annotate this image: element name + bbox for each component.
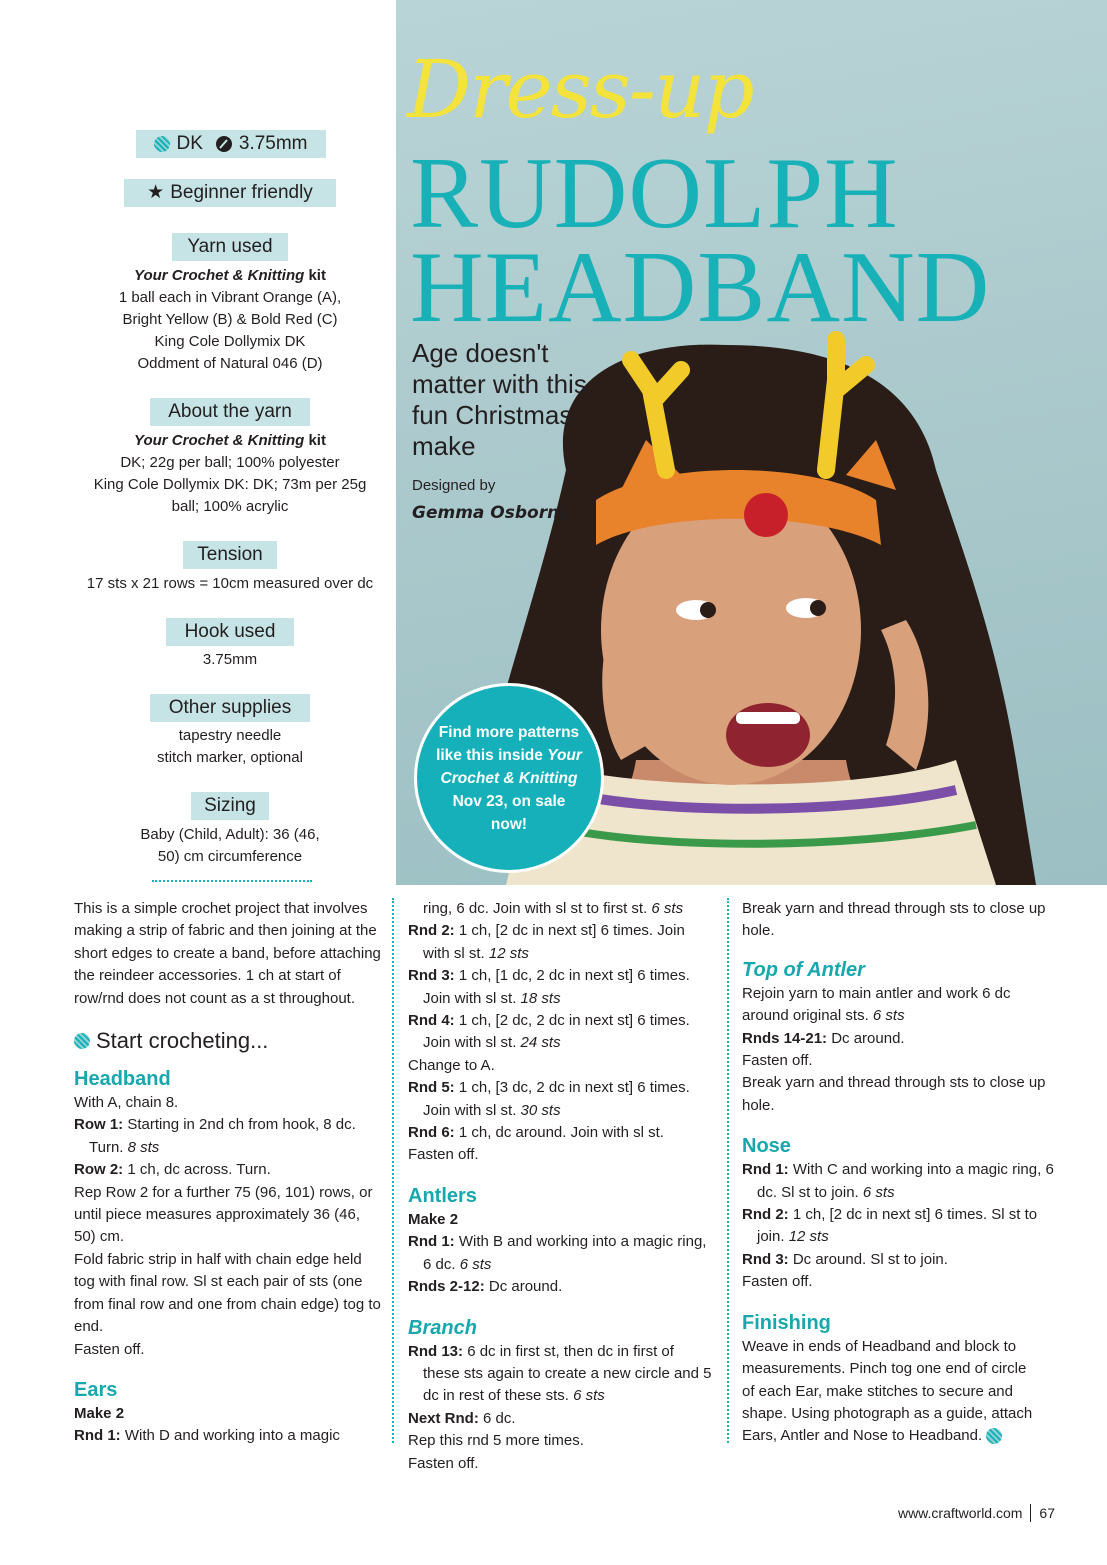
- star-icon: ★: [147, 182, 165, 203]
- other-supplies-info: [40, 725, 420, 769]
- finishing-body: Weave in ends of Headband and block to measurements. Pinch tog one end of circle of each Ear, make stitches to secure and shape. Using photograph as a guide, attach Ears, Antler and Nose to Headband.: [742, 1337, 1033, 1445]
- title-script: Dress-up: [407, 43, 753, 136]
- column-divider: [392, 898, 394, 1443]
- row-text: 1 ch, [2 dc in next st] 6 times. Join with sl st.: [423, 922, 685, 962]
- extra-yarn-spec: : DK; 73m per 25g ball; 100% acrylic: [171, 476, 367, 515]
- title-line-1: RUDOLPH: [410, 137, 899, 250]
- ears-fasten: Fasten off.: [408, 1146, 479, 1164]
- yarn-ball-icon: [74, 1033, 90, 1049]
- kit-yarn-spec: DK; 22g per ball; 100% polyester: [120, 454, 340, 471]
- row-text: 6 dc in first st, then dc in first of these sts again to create a new circle and 5 dc in rest of these sts.: [423, 1342, 712, 1405]
- row-text: Starting in 2nd ch from hook, 8 dc. Turn.: [89, 1116, 356, 1156]
- row-label: Rnd 1:: [742, 1161, 789, 1179]
- promo-badge: [414, 683, 604, 873]
- promo-line-2: on sale now!: [490, 792, 566, 833]
- row-text: With C and working into a magic ring, 6 dc. Sl st to join.: [757, 1161, 1054, 1201]
- antlers-heading: Antlers: [408, 1184, 477, 1207]
- stitch-count: 24 sts: [520, 1034, 561, 1052]
- designer-name: Gemma Osborne: [412, 503, 571, 523]
- kit-name: Your Crochet & Knitting: [134, 267, 305, 284]
- headband-row-2: [74, 1159, 384, 1181]
- row-text: Dc around.: [831, 1029, 905, 1047]
- row-label: Row 1:: [74, 1116, 124, 1134]
- tension-heading: Tension: [183, 541, 277, 569]
- start-heading-row: [74, 1028, 384, 1054]
- finishing-heading: Finishing: [742, 1311, 831, 1334]
- headband-chain: With A, chain 8.: [74, 1094, 179, 1112]
- ears-make: Make 2: [74, 1404, 125, 1422]
- ears-heading: Ears: [74, 1378, 118, 1401]
- row-text: Dc around. Sl st to join.: [792, 1250, 948, 1268]
- row-label: Rnd 13:: [408, 1342, 464, 1360]
- row-text: 1 ch, dc around. Join with sl st.: [458, 1124, 664, 1142]
- ears-rnd-6: [408, 1122, 713, 1144]
- page-footer: [898, 1504, 1055, 1522]
- tension-text: 17 sts x 21 rows = 10cm measured over dc: [86, 575, 374, 592]
- yarn-used-info: [40, 265, 420, 375]
- extra-yarn-detail: Oddment of Natural 046 (D): [137, 355, 323, 372]
- nose-rnd-1: [742, 1159, 1060, 1204]
- nose-fasten: Fasten off.: [742, 1273, 813, 1291]
- kit-detail: 1 ball each in Vibrant Orange (A), Bright Yellow (B) & Bold Red (C): [118, 289, 342, 328]
- promo-magazine: Your Crochet & Knitting: [440, 746, 582, 787]
- antlers-rnd-1: [408, 1231, 713, 1276]
- page-number: 67: [1039, 1505, 1055, 1521]
- top-antler-break: Break yarn and thread through sts to close up hole.: [742, 1074, 1046, 1114]
- branch-next-rnd: [408, 1408, 713, 1430]
- website-link[interactable]: www.craftworld.com: [897, 1505, 1023, 1521]
- branch-fasten: Fasten off.: [408, 1454, 479, 1472]
- row-label: Rnd 5:: [408, 1079, 455, 1097]
- ears-rnd-5: [408, 1077, 713, 1122]
- stitch-count: 6 sts: [862, 1183, 895, 1201]
- column-divider: [727, 898, 729, 1443]
- top-antler-heading: Top of Antler: [742, 958, 865, 981]
- headband-heading: Headband: [74, 1068, 171, 1091]
- other-supplies-heading: Other supplies: [150, 694, 310, 722]
- stitch-count: 6 sts: [459, 1255, 492, 1273]
- row-label: Rnd 6:: [408, 1124, 455, 1142]
- extra-yarn-name: King Cole Dollymix DK: [93, 476, 245, 493]
- ears-rnd-1-cont: [408, 898, 713, 920]
- yarn-ball-icon: [986, 1428, 1002, 1444]
- divider: [152, 880, 312, 882]
- top-antler-rnds: [742, 1028, 1060, 1050]
- stitch-count: 12 sts: [488, 944, 529, 962]
- hook-size: 3.75mm: [238, 133, 308, 154]
- row-label: Next Rnd:: [408, 1409, 479, 1427]
- row-text: With D and working into a magic: [124, 1427, 340, 1445]
- promo-issue: Nov 23,: [452, 792, 508, 810]
- row-label: Rnds 2-12:: [408, 1278, 485, 1296]
- row-text: With B and working into a magic ring, 6 dc.: [423, 1233, 707, 1273]
- row-label: Rnd 3:: [408, 967, 455, 985]
- row-label: Row 2:: [74, 1161, 124, 1179]
- row-label: Rnd 4:: [408, 1012, 455, 1030]
- headband-fold: Fold fabric strip in half with chain edge held tog with final row. Sl st each pair of sts (one from final row and one from chain edge) tog to end.: [74, 1250, 381, 1336]
- stitch-count: 6 sts: [651, 900, 684, 917]
- row-text: 1 ch, [2 dc, 2 dc in next st] 6 times. Join with sl st.: [423, 1012, 690, 1052]
- row-text: 1 ch, dc across. Turn.: [127, 1161, 271, 1179]
- row-text: ring, 6 dc. Join with sl st to first st.: [423, 900, 648, 917]
- sizing-text: Baby (Child, Adult): 36 (46, 50) cm circumference: [140, 826, 320, 865]
- nose-rnd-3: [742, 1249, 1060, 1271]
- row-label: Rnd 2:: [408, 922, 455, 940]
- yarn-ball-icon: [154, 136, 170, 152]
- row-text: 1 ch, [3 dc, 2 dc in next st] 6 times. Join with sl st.: [423, 1079, 690, 1119]
- hook-icon: [215, 135, 233, 153]
- level-pill: [124, 179, 336, 207]
- row-text: Dc around.: [488, 1278, 563, 1296]
- headband-repeat: Rep Row 2 for a further 75 (96, 101) rows, or until piece measures approximately 36 (46, 50) cm.: [74, 1183, 373, 1246]
- ears-rnd-2: [408, 920, 713, 965]
- nose-rnd-2: [742, 1204, 1060, 1249]
- ears-change: Change to A.: [408, 1056, 495, 1074]
- stitch-count: 6 sts: [872, 1007, 905, 1025]
- kit-suffix: kit: [308, 432, 326, 449]
- stitch-count: 30 sts: [520, 1101, 561, 1119]
- ears-rnd-4: [408, 1010, 713, 1055]
- supply-item: stitch marker, optional: [157, 749, 303, 766]
- branch-heading: Branch: [408, 1316, 477, 1339]
- stitch-count: 6 sts: [573, 1387, 605, 1405]
- antlers-make: Make 2: [408, 1210, 459, 1228]
- title-line-2: HEADBAND: [410, 231, 991, 344]
- ears-rnd-3: [408, 965, 713, 1010]
- designed-by-label: Designed by: [412, 477, 496, 494]
- skill-level: Beginner friendly: [170, 182, 313, 203]
- branch-repeat: Rep this rnd 5 more times.: [408, 1432, 584, 1450]
- row-label: Rnds 14-21:: [742, 1029, 828, 1047]
- row-label: Rnd 1:: [74, 1427, 121, 1445]
- about-yarn-info: [40, 430, 420, 518]
- promo-line-1: Find more patterns like this inside: [436, 723, 580, 764]
- stitch-count: 8 sts: [127, 1138, 160, 1156]
- antlers-rnds-2-12: [408, 1276, 713, 1298]
- kit-suffix: kit: [308, 267, 326, 284]
- stitch-count: 12 sts: [788, 1228, 829, 1246]
- kit-name: Your Crochet & Knitting: [134, 432, 305, 449]
- row-label: Rnd 3:: [742, 1250, 789, 1268]
- sizing-info: [40, 824, 420, 868]
- supply-item: tapestry needle: [178, 727, 282, 744]
- stitch-count: 18 sts: [520, 989, 561, 1007]
- yarn-used-heading: Yarn used: [172, 233, 288, 261]
- column-1: [74, 898, 384, 1448]
- headband-fasten: Fasten off.: [74, 1340, 145, 1358]
- nose-heading: Nose: [742, 1135, 791, 1158]
- headband-row-1: [74, 1114, 384, 1159]
- column-3: [742, 898, 1060, 1448]
- branch-rnd-13: [408, 1341, 713, 1408]
- extra-yarn-name: King Cole Dollymix DK: [154, 333, 306, 350]
- top-antler-fasten: Fasten off.: [742, 1052, 813, 1070]
- hook-used-text: 3.75mm: [202, 651, 258, 668]
- start-heading: Start crocheting...: [96, 1028, 269, 1054]
- row-label: Rnd 2:: [742, 1206, 789, 1224]
- hook-used-heading: Hook used: [166, 618, 294, 646]
- about-yarn-heading: About the yarn: [150, 398, 310, 426]
- column-2: [408, 898, 713, 1475]
- row-text: 6 dc.: [483, 1409, 516, 1427]
- top-antler-text: [742, 983, 1060, 1028]
- intro-text: This is a simple crochet project that involves making a strip of fabric and then joining at the short edges to create a band, before attaching the reindeer accessories. 1 ch at start of row/rnd does not count as a st throughout.: [74, 900, 381, 1007]
- sizing-heading: Sizing: [191, 792, 269, 820]
- row-text: 1 ch, [1 dc, 2 dc in next st] 6 times. Join with sl st.: [423, 967, 690, 1007]
- ears-rnd-1-start: [74, 1425, 384, 1447]
- spec-pill: [136, 130, 326, 158]
- branch-break: Break yarn and thread through sts to close up hole.: [742, 900, 1046, 940]
- row-label: Rnd 1:: [408, 1233, 455, 1251]
- yarn-weight: DK: [176, 133, 203, 154]
- row-text: Rejoin yarn to main antler and work 6 dc around original sts.: [742, 984, 1011, 1025]
- standfirst: Age doesn't matter with this fun Christmas make: [412, 338, 587, 461]
- row-text: 1 ch, [2 dc in next st] 6 times. Sl st to join.: [757, 1206, 1038, 1246]
- finishing-text: [742, 1336, 1037, 1448]
- footer-divider: [1030, 1504, 1031, 1522]
